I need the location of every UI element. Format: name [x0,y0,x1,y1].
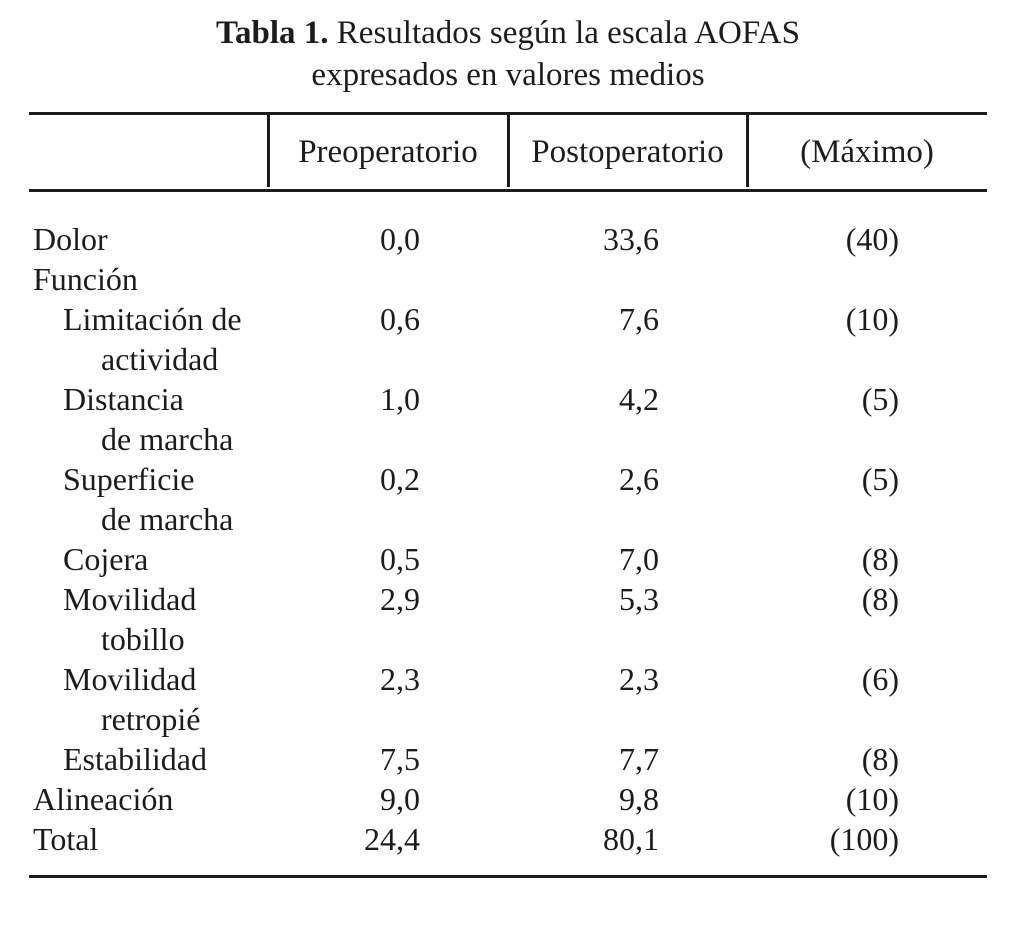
row-movilidad-retropie [29,659,987,739]
cell-label: Movilidad tobillo [63,581,197,657]
column-divider [507,115,510,187]
cell-maximo: (6) [861,661,899,697]
header-preoperatorio: Preoperatorio [298,133,478,170]
table-title [0,0,1016,96]
row-superficie-marcha [29,459,987,539]
cell-maximo: (5) [861,381,899,417]
cell-preoperatorio: 0,0 [380,221,420,257]
cell-label: Alineación [33,781,174,817]
cell-postoperatorio: 80,1 [603,821,659,857]
column-divider [746,115,749,187]
cell-label: Estabilidad [63,741,207,777]
cell-label: Total [33,821,99,857]
row-distancia-marcha [29,379,987,459]
cell-label: Limitación de actividad [63,301,242,377]
row-movilidad-tobillo [29,579,987,659]
cell-preoperatorio: 24,4 [364,821,420,857]
cell-maximo: (10) [845,781,899,817]
cell-postoperatorio: 2,6 [619,461,659,497]
header-postoperatorio: Postoperatorio [531,133,724,170]
table-title-label: Tabla 1. [216,15,329,51]
cell-preoperatorio: 2,9 [380,581,420,617]
cell-postoperatorio: 2,3 [619,661,659,697]
row-funcion [29,259,987,299]
cell-postoperatorio: 7,6 [619,301,659,337]
cell-preoperatorio: 1,0 [380,381,420,417]
column-divider [267,115,270,187]
table-title-text: Resultados según la escala AOFAS [336,15,800,51]
row-alineacion [29,779,987,819]
cell-maximo: (8) [861,741,899,777]
cell-label: Cojera [63,541,149,577]
cell-label: Función [33,261,138,297]
row-cojera [29,539,987,579]
row-estabilidad [29,739,987,779]
table-title-line2: expresados en valores medios [311,57,705,93]
row-limitacion-actividad [29,299,987,379]
row-total [29,819,987,859]
row-dolor [29,219,987,259]
cell-preoperatorio: 7,5 [380,741,420,777]
cell-maximo: (10) [845,301,899,337]
cell-label: Superficie de marcha [63,461,234,537]
cell-maximo: (8) [861,541,899,577]
cell-maximo: (5) [861,461,899,497]
cell-label: Distancia de marcha [63,381,234,457]
cell-maximo: (40) [845,221,899,257]
cell-postoperatorio: 33,6 [603,221,659,257]
cell-preoperatorio: 2,3 [380,661,420,697]
table-title-line1 [0,12,1016,54]
cell-label: Movilidad retropié [63,661,201,737]
aofas-results-table [29,112,987,878]
cell-maximo: (8) [861,581,899,617]
cell-maximo: (100) [829,821,899,857]
cell-postoperatorio: 7,0 [619,541,659,577]
cell-postoperatorio: 4,2 [619,381,659,417]
table-header-row [29,112,987,192]
cell-postoperatorio: 9,8 [619,781,659,817]
cell-preoperatorio: 0,6 [380,301,420,337]
cell-postoperatorio: 7,7 [619,741,659,777]
cell-label: Dolor [33,221,108,257]
cell-postoperatorio: 5,3 [619,581,659,617]
table-body [29,192,987,878]
cell-preoperatorio: 0,2 [380,461,420,497]
header-maximo: (Máximo) [800,133,934,170]
cell-preoperatorio: 0,5 [380,541,420,577]
cell-preoperatorio: 9,0 [380,781,420,817]
